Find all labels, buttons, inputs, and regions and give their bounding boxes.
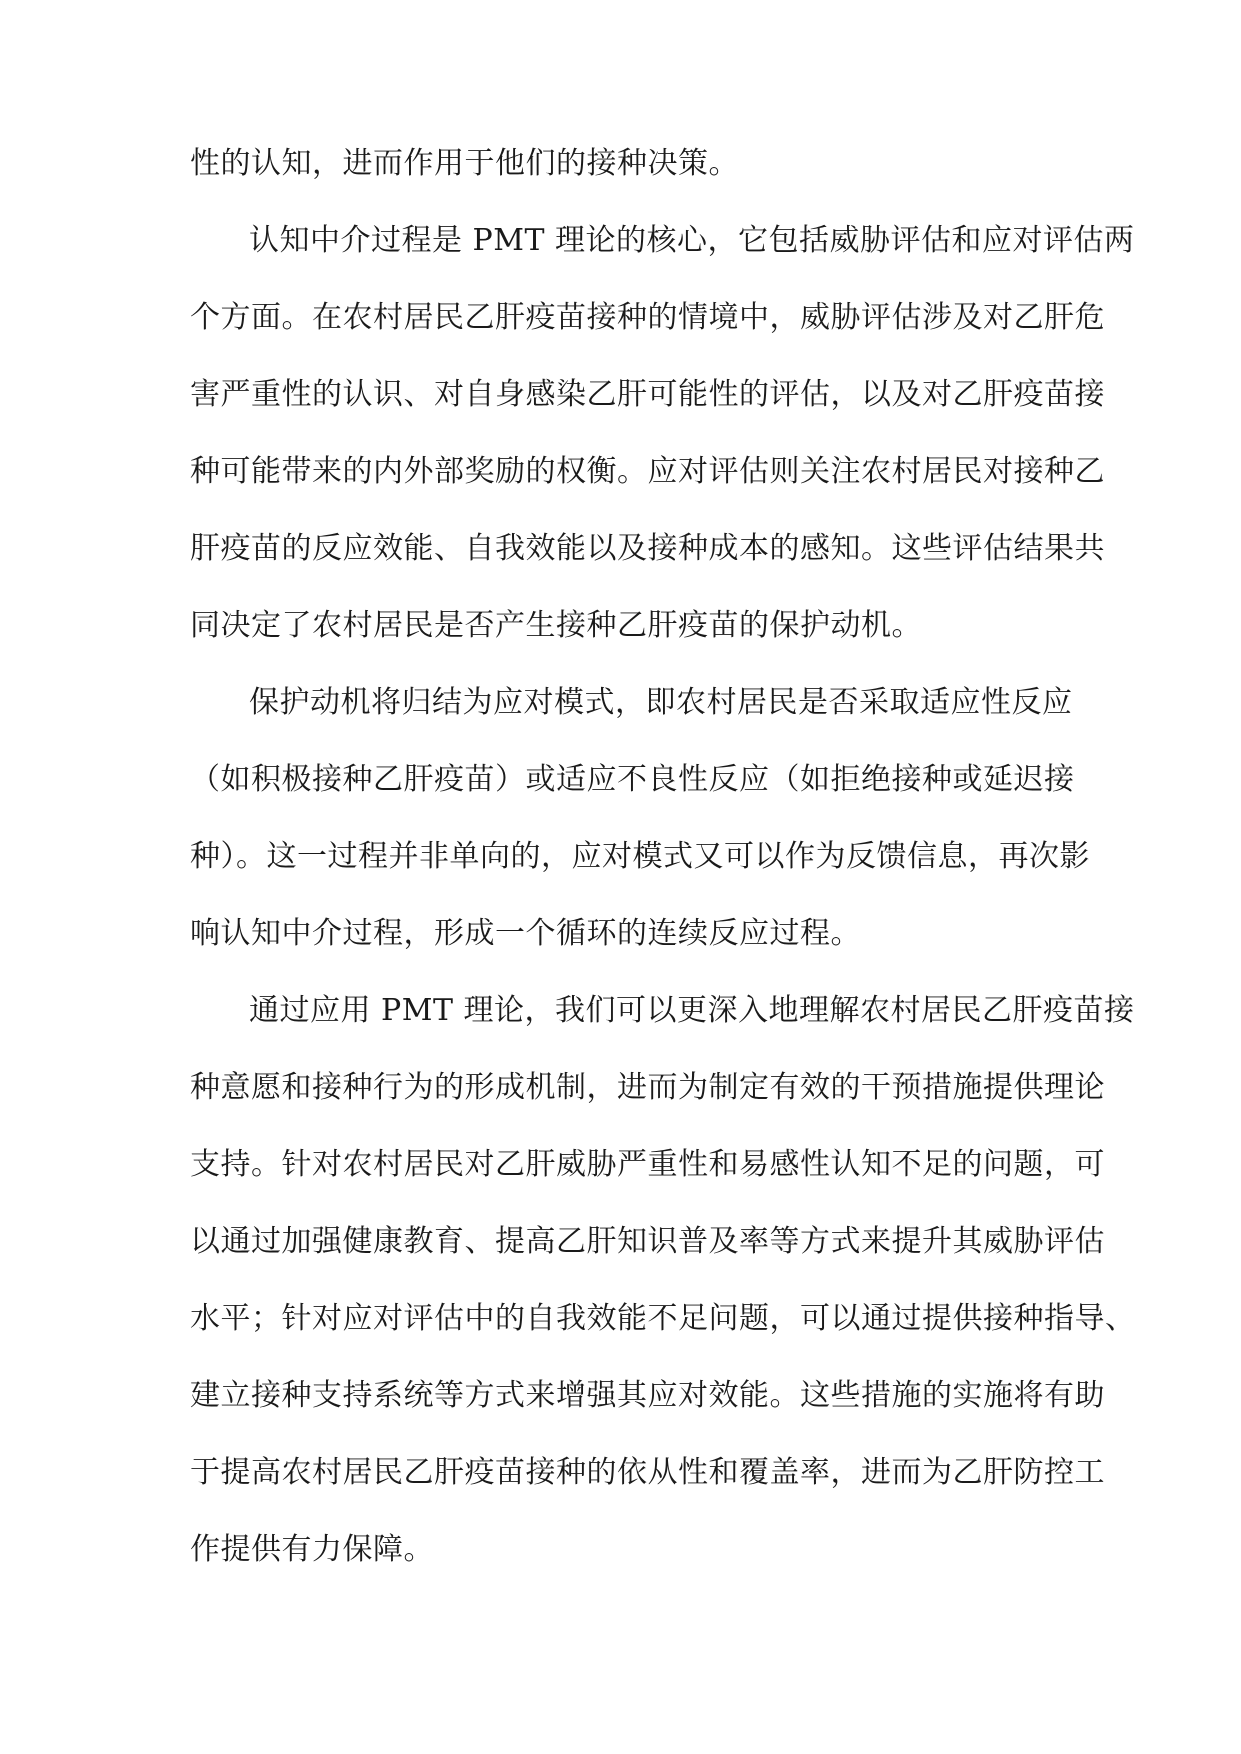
text-line: 水平；针对应对评估中的自我效能不足问题，可以通过提供接种指导、	[190, 1301, 1136, 1336]
text-line: 以通过加强健康教育、提高乙肝知识普及率等方式来提升其威胁评估	[190, 1224, 1105, 1259]
text-line: 害严重性的认识、对自身感染乙肝可能性的评估，以及对乙肝疫苗接	[190, 377, 1105, 412]
text-line: 个方面。在农村居民乙肝疫苗接种的情境中，威胁评估涉及对乙肝危	[190, 300, 1105, 335]
text-line: 性的认知，进而作用于他们的接种决策。	[190, 146, 739, 181]
text-line: 同决定了农村居民是否产生接种乙肝疫苗的保护动机。	[190, 608, 922, 643]
text-line: 肝疫苗的反应效能、自我效能以及接种成本的感知。这些评估结果共	[190, 531, 1105, 566]
text-line: 支持。针对农村居民对乙肝威胁严重性和易感性认知不足的问题，可	[190, 1147, 1105, 1182]
paragraph-first-line: 保护动机将归结为应对模式，即农村居民是否采取适应性反应	[249, 685, 1073, 720]
text-line: 响认知中介过程，形成一个循环的连续反应过程。	[190, 916, 861, 951]
paragraph-first-line: 通过应用 PMT 理论，我们可以更深入地理解农村居民乙肝疫苗接	[249, 993, 1135, 1028]
text-line: 种可能带来的内外部奖励的权衡。应对评估则关注农村居民对接种乙	[190, 454, 1105, 489]
text-line: 建立接种支持系统等方式来增强其应对效能。这些措施的实施将有助	[190, 1378, 1105, 1413]
text-line: 作提供有力保障。	[190, 1532, 434, 1567]
text-line: 种意愿和接种行为的形成机制，进而为制定有效的干预措施提供理论	[190, 1070, 1105, 1105]
text-line: 于提高农村居民乙肝疫苗接种的依从性和覆盖率，进而为乙肝防控工	[190, 1455, 1105, 1490]
text-line: （如积极接种乙肝疫苗）或适应不良性反应（如拒绝接种或延迟接	[190, 762, 1075, 797]
text-line: 种）。这一过程并非单向的，应对模式又可以作为反馈信息，再次影	[190, 839, 1090, 874]
paragraph-first-line: 认知中介过程是 PMT 理论的核心，它包括威胁评估和应对评估两	[249, 223, 1135, 258]
